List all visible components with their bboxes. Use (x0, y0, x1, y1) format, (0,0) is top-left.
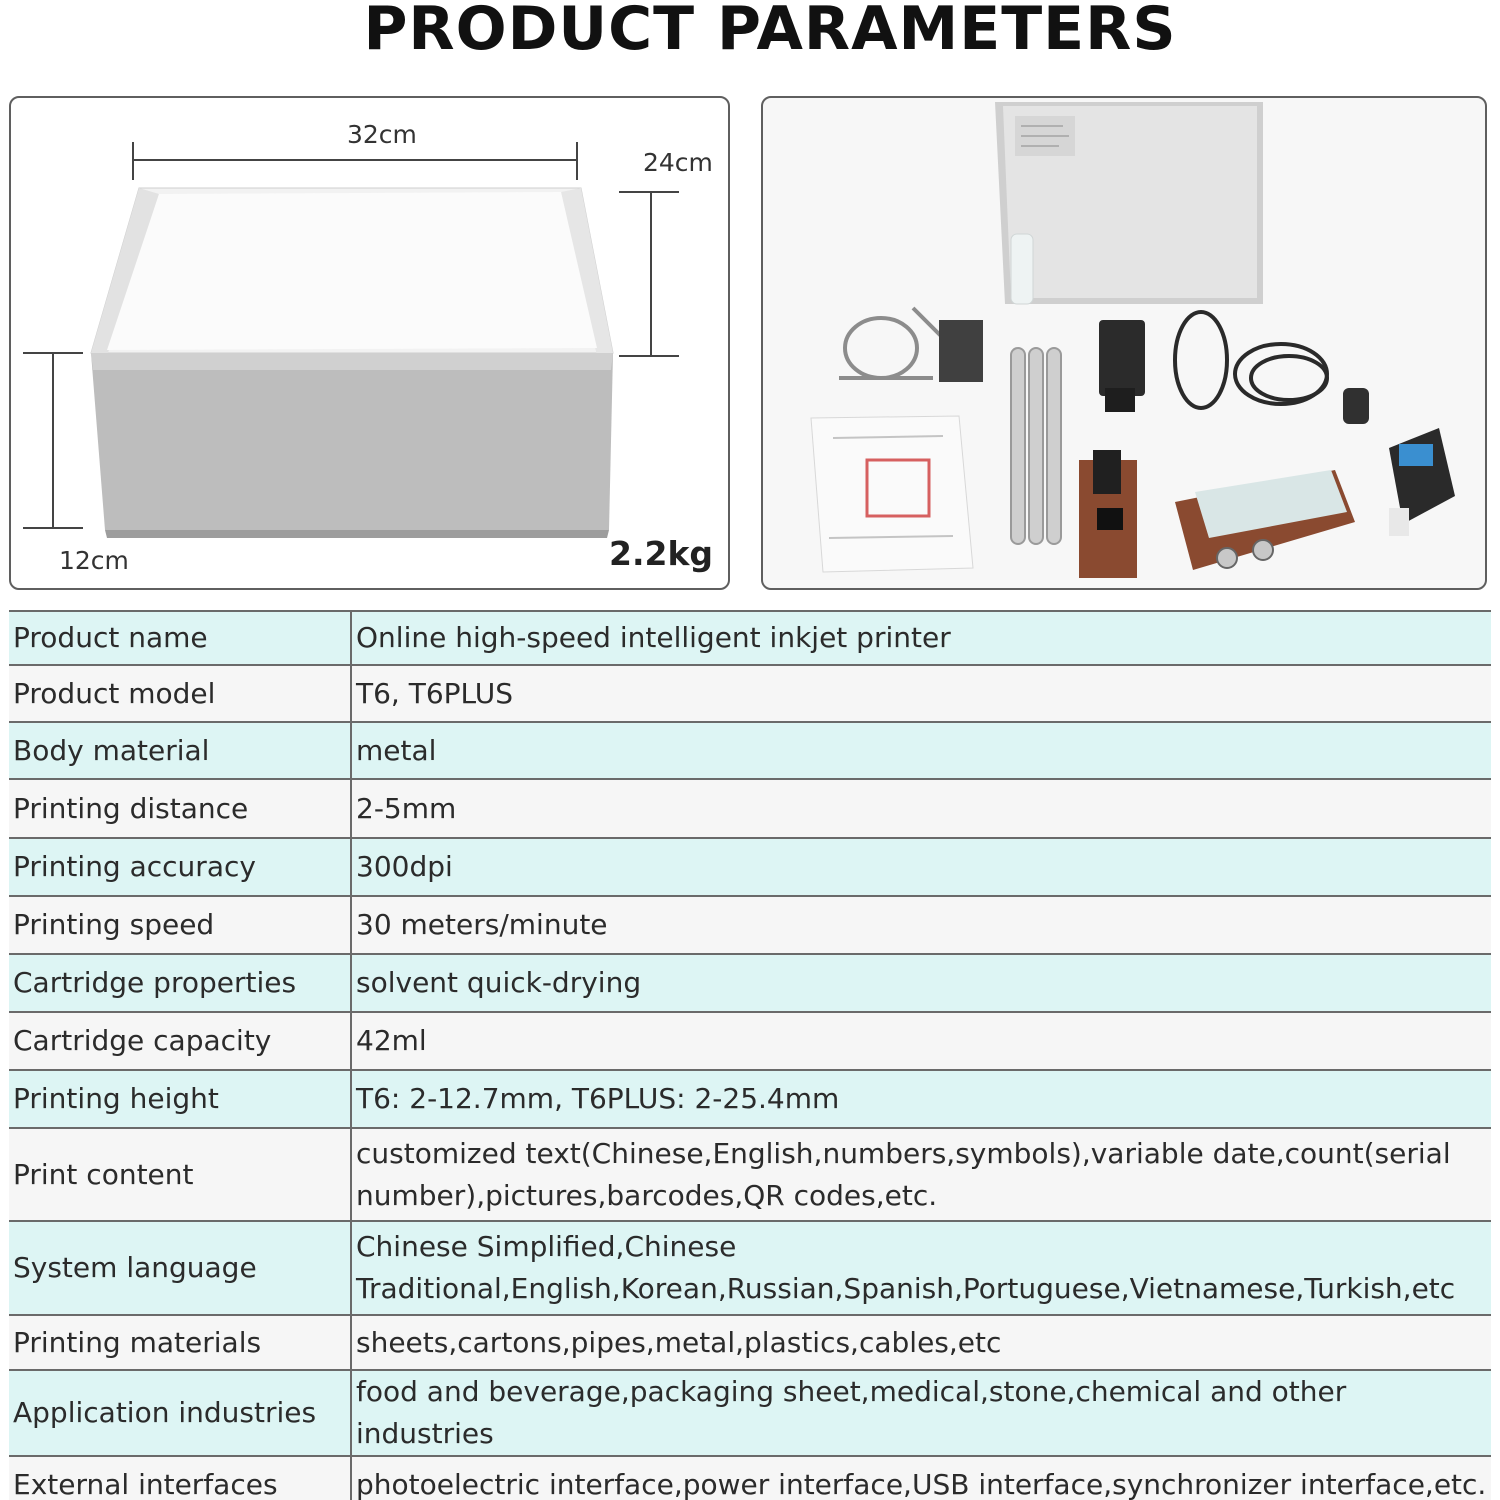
package-contents-photo (761, 96, 1487, 590)
spec-label: Printing materials (9, 1315, 351, 1370)
package-contents-illustration (763, 98, 1487, 590)
spec-value: Online high-speed intelligent inkjet printer (351, 611, 1491, 665)
spec-value: customized text(Chinese,English,numbers,symbols),variable date,count(serial number),pictures,barcodes,QR codes,etc. (351, 1128, 1491, 1221)
spec-table (9, 610, 1491, 1500)
table-row (9, 954, 1491, 1012)
table-row (9, 665, 1491, 722)
spec-value: food and beverage,packaging sheet,medical,stone,chemical and other industries (351, 1370, 1491, 1456)
weight-label: 2.2kg (609, 534, 714, 573)
table-row (9, 896, 1491, 954)
spec-label: Product name (9, 611, 351, 665)
spec-label: Product model (9, 665, 351, 722)
spec-label: Cartridge capacity (9, 1012, 351, 1070)
spec-value: T6, T6PLUS (351, 665, 1491, 722)
height-label: 24cm (643, 148, 713, 177)
spec-value: sheets,cartons,pipes,metal,plastics,cables,etc (351, 1315, 1491, 1370)
table-row (9, 1370, 1491, 1456)
spec-label: Cartridge properties (9, 954, 351, 1012)
spec-value: 300dpi (351, 838, 1491, 896)
spec-label: Printing height (9, 1070, 351, 1128)
spec-label: Body material (9, 722, 351, 779)
spec-label: External interfaces (9, 1456, 351, 1500)
spec-label: System language (9, 1221, 351, 1315)
table-row (9, 611, 1491, 665)
spec-label: Printing speed (9, 896, 351, 954)
width-label: 12cm (59, 546, 129, 575)
table-row (9, 1315, 1491, 1370)
shipping-box-illustration (11, 98, 730, 590)
spec-value: photoelectric interface,power interface,USB interface,synchronizer interface,etc. (351, 1456, 1491, 1500)
spec-label: Printing accuracy (9, 838, 351, 896)
table-row (9, 1128, 1491, 1221)
spec-label: Application industries (9, 1370, 351, 1456)
table-row (9, 779, 1491, 838)
table-row (9, 1012, 1491, 1070)
table-row (9, 838, 1491, 896)
spec-label: Print content (9, 1128, 351, 1221)
spec-value: Chinese Simplified,Chinese Traditional,English,Korean,Russian,Spanish,Portuguese,Vietnamese,Turkish,etc (351, 1221, 1491, 1315)
page-title: PRODUCT PARAMETERS (363, 0, 1177, 64)
spec-value: 42ml (351, 1012, 1491, 1070)
table-row (9, 1221, 1491, 1315)
spec-label: Printing distance (9, 779, 351, 838)
spec-value: T6: 2-12.7mm, T6PLUS: 2-25.4mm (351, 1070, 1491, 1128)
package-dimensions-panel (9, 96, 730, 590)
spec-value: solvent quick-drying (351, 954, 1491, 1012)
table-row (9, 722, 1491, 779)
table-row (9, 1070, 1491, 1128)
spec-value: metal (351, 722, 1491, 779)
spec-value: 2-5mm (351, 779, 1491, 838)
spec-value: 30 meters/minute (351, 896, 1491, 954)
table-row (9, 1456, 1491, 1500)
length-label: 32cm (347, 120, 417, 149)
